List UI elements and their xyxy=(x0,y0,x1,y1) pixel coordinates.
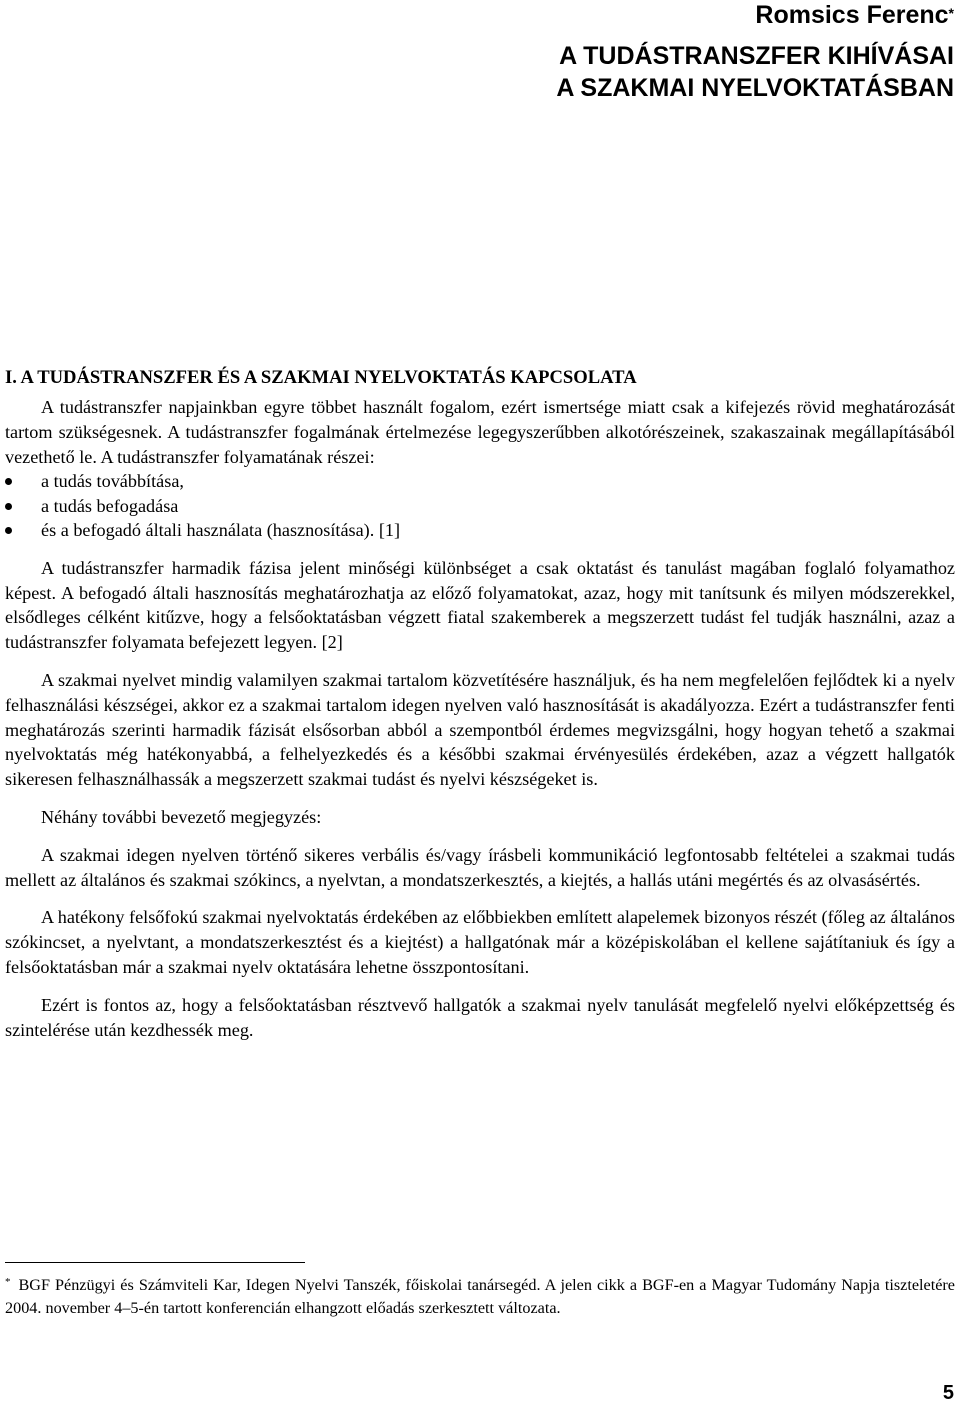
footnote-mark: * xyxy=(5,1276,11,1288)
paragraph-gap xyxy=(5,543,955,556)
paragraph-gap xyxy=(5,892,955,905)
paragraph-gap xyxy=(5,655,955,668)
paragraph-5: A szakmai idegen nyelven történő sikeres verbális és/vagy írásbeli kommunikáció legfontosabb feltételei a szakmai tudás mellett az általános és szakmai szókincs, a nyelvtan, a mondatszerkesztés, a kiejtés, a hallás utáni megértés és az olvasásértés. xyxy=(5,844,955,890)
bullet-item xyxy=(5,494,955,519)
author-name xyxy=(556,0,954,30)
bullet-list xyxy=(5,469,955,543)
author-footnote-mark: * xyxy=(948,5,954,21)
paragraph-2: A tudástranszfer harmadik fázisa jelent minőségi különbséget a csak oktatást és tanulást magában foglaló folyamathoz képest. A befogadó általi hasznosítás meghatározhatja az előző folyamatokat, azaz, hogy mit tanítsunk és milyen módszerekkel, elsődleges célként kitűzve, hogy a felsőoktatásban végzett fiatal szakemberek a megszerzett tudást fel tudják használni, azaz a tudástranszfer folyamata befejezett legyen. [2] xyxy=(5,557,955,653)
paragraph-gap xyxy=(5,980,955,993)
bullet-icon xyxy=(5,503,12,510)
paragraph-gap xyxy=(5,792,955,805)
paragraph-4: Néhány további bevezető megjegyzés: xyxy=(41,807,322,828)
footnote-divider xyxy=(5,1262,305,1263)
article-title-line-2: A SZAKMAI NYELVOKTATÁSBAN xyxy=(556,74,954,102)
author-name-text: Romsics Ferenc xyxy=(755,1,949,29)
footnote xyxy=(5,1274,955,1319)
section-heading: I. A TUDÁSTRANSZFER ÉS A SZAKMAI NYELVOKTATÁS KAPCSOLATA xyxy=(5,367,637,388)
bullet-item xyxy=(5,469,955,494)
paragraph-7: Ezért is fontos az, hogy a felsőoktatásban résztvevő hallgatók a szakmai nyelv tanulását megfelelő nyelvi előképzettség és szintelérése után kezdhessék meg. xyxy=(5,994,955,1040)
footnote-text: BGF Pénzügyi és Számviteli Kar, Idegen Nyelvi Tanszék, főiskolai tanársegéd. A jelen cikk a BGF-en a Magyar Tudomány Napja tiszteletére 2004. november 4–5-én tartott konferencián elhangzott előadás szerkesztett változata. xyxy=(5,1276,955,1317)
page-number: 5 xyxy=(942,1382,954,1404)
bullet-item-text: és a befogadó általi használata (hasznosítása). [1] xyxy=(41,520,401,541)
article-body xyxy=(5,366,955,1042)
paragraph-6: A hatékony felsőfokú szakmai nyelvoktatás érdekében az előbbiekben említett alapelemek bizonyos részét (főleg az általános szókincset, a nyelvtant, a mondatszerkesztést és a kiejtést) a hallgatónak már a középiskolában el kellene sajátítaniuk és így a felsőoktatásban már a szakmai nyelv oktatására lehetne összpontosítani. xyxy=(5,907,955,978)
paragraph-gap xyxy=(5,830,955,843)
paragraph-3: A szakmai nyelvet mindig valamilyen szakmai tartalom közvetítésére használjuk, és ha nem megfelelően fejlődtek ki a nyelv felhasználási készségei, akkor ez a szakmai tartalom idegen nyelven való hasznosítását is akadályozza. Ezért a tudástranszfer fenti meghatározás szerinti harmadik fázisát elsősorban abból a szempontból érdemes megvizsgálni, hogy hogyan tehető a szakmai nyelvoktatás még hatékonyabbá, a felhelyezkedés és a későbbi szakmai érvényesülés érdekében, azaz a végzett hallgatók sikeresen felhasználhassák a megszerzett szakmai tudást és nyelvi készségeket is. xyxy=(5,670,955,790)
bullet-item-text: a tudás továbbítása, xyxy=(41,471,184,492)
bullet-item-text: a tudás befogadása xyxy=(41,495,179,516)
bullet-icon xyxy=(5,527,12,534)
paragraph-1: A tudástranszfer napjainkban egyre többet használt fogalom, ezért ismertsége miatt csak a kifejezés rövid meghatározását tartom szükségesnek. A tudástranszfer fogalmának értelmezése legegyszerűbben alkotórészeinek, szakaszainak megállapításából vezethető le. A tudástranszfer folyamatának részei: xyxy=(5,397,955,467)
article-header xyxy=(556,0,954,104)
bullet-item xyxy=(5,518,955,543)
bullet-icon xyxy=(5,478,12,485)
article-title-line-1: A TUDÁSTRANSZFER KIHÍVÁSAI xyxy=(559,42,954,70)
